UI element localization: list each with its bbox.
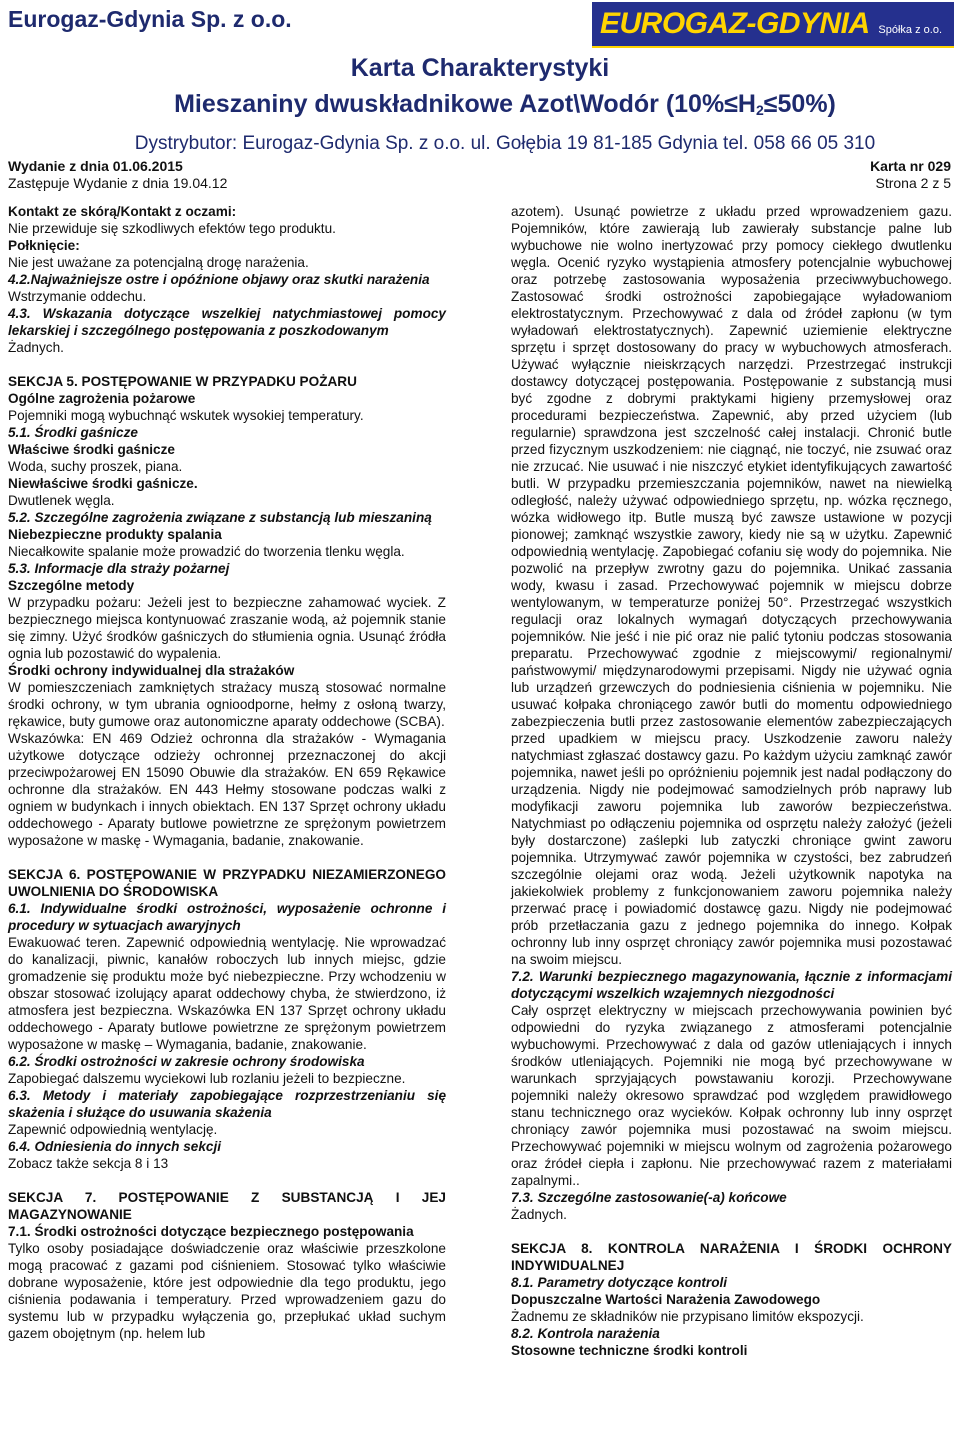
section-heading: 6.4. Odniesienia do innych sekcji <box>8 1139 222 1154</box>
issue-date: Wydanie z dnia 01.06.2015 <box>8 158 183 174</box>
section-heading: 5.1. Środki gaśnicze <box>8 425 138 440</box>
company-name: Eurogaz-Gdynia Sp. z o.o. <box>8 6 292 32</box>
paragraph: Dwutlenek węgla. <box>8 493 115 508</box>
paragraph: Wskazówka: EN 469 Odzież ochronna dla strażaków - Wymagania użytkowe dotyczące odzieży ochronnej przeznaczonej do akcji przeciwpożarowej EN 15090 Obuwie dla strażaków. EN 659 Rękawice ochronne dla strażaków. EN 443 Hełmy stosowane podczas walki z ogniem w budynkach i innych obiektach. EN 137 Sprzęt ochrony układu oddechowego - Aparaty butlowe powietrzne ze sprężonym powietrzem wyposażone w maskę - Wymagania, badanie, znakowanie. <box>8 731 446 848</box>
section-heading: Dopuszczalne Wartości Narażenia Zawodowego <box>511 1292 821 1307</box>
subtitle-subscript: 2 <box>755 102 764 118</box>
paragraph: Tylko osoby posiadające doświadczenie oraz właściwie przeszkolone mogą pracować z gazami pod ciśnieniem. Stosować tylko właściwie dobrane wyposażenie, które jest odpowiednie dla tego produktu, jego ciśnienia podawania i temperatury. Przed wprowadzeniem gazu do systemu lub w przypadku wyłączenia go, przepłukać układ suchym gazem obojętnym (np. helem lub <box>8 1241 446 1341</box>
paragraph: Żadnemu ze składników nie przypisano limitów ekspozycji. <box>511 1309 864 1324</box>
paragraph: Wstrzymanie oddechu. <box>8 289 147 304</box>
paragraph: Pojemniki mogą wybuchnąć wskutek wysokiej temperatury. <box>8 408 364 423</box>
section-heading: 7.3. Szczególne zastosowanie(-a) końcowe <box>511 1190 787 1205</box>
paragraph: Nie jest uważane za potencjalną drogę narażenia. <box>8 255 309 270</box>
paragraph: Zapewnić odpowiednią wentylację. <box>8 1122 218 1137</box>
section-heading: 8.2. Kontrola narażenia <box>511 1326 660 1341</box>
paragraph: Zapobiegać dalszemu wyciekowi lub rozlaniu jeżeli to bezpieczne. <box>8 1071 406 1086</box>
paragraph-gap <box>8 849 446 866</box>
paragraph: Niecałkowite spalanie może prowadzić do tworzenia tlenku węgla. <box>8 544 405 559</box>
section-heading: 7.2. Warunki bezpiecznego magazynowania, łącznie z informacjami dotyczącymi wszelkich wzajemnych niezgodności <box>511 969 952 1001</box>
left-column <box>8 203 446 1342</box>
paragraph: Żadnych. <box>511 1207 567 1222</box>
paragraph: W przypadku pożaru: Jeżeli jest to bezpieczne zahamować wyciek. Z bezpiecznego miejsca kontynuować zraszanie wodą, aż pojemnik stanie się zimny. Użyć środków gaśniczych do stłumienia ognia. Usunąć źródła ognia lub pozostawić do wypalenia. <box>8 595 446 661</box>
paragraph: Nie przewiduje się szkodliwych efektów tego produktu. <box>8 221 336 236</box>
document-title: Karta Charakterystyki <box>350 54 610 82</box>
paragraph-gap <box>8 356 446 373</box>
subtitle-text: Mieszaniny dwuskładnikowe Azot\Wodór (10%≤H <box>174 90 756 118</box>
distributor-line: Dystrybutor: Eurogaz-Gdynia Sp. z o.o. ul. Gołębia 19 81-185 Gdynia tel. 058 66 05 310 <box>134 133 876 154</box>
section-heading: Środki ochrony indywidualnej dla strażaków <box>8 663 295 678</box>
section-heading: 6.1. Indywidualne środki ostrożności, wyposażenie ochronne i procedury w sytuacjach awaryjnych <box>8 901 446 933</box>
subtitle-end: 50%) <box>777 90 836 118</box>
page-header <box>0 0 960 200</box>
section-heading: SEKCJA 7. POSTĘPOWANIE Z SUBSTANCJĄ I JEJ MAGAZYNOWANIE <box>8 1190 446 1222</box>
section-heading: 4.3. Wskazania dotyczące wszelkiej natychmiastowej pomocy lekarskiej i szczególnego postępowania z poszkodowanym <box>8 306 446 338</box>
document-subtitle <box>0 90 960 119</box>
paragraph-gap <box>511 1223 952 1240</box>
section-heading: Niebezpieczne produkty spalania <box>8 527 222 542</box>
section-heading: 4.2.Najważniejsze ostre i opóźnione objawy oraz skutki narażenia <box>8 272 430 287</box>
section-heading: Szczególne metody <box>8 578 135 593</box>
page-number: Strona 2 z 5 <box>875 175 951 191</box>
paragraph: azotem). Usunąć powietrze z układu przed wprowadzeniem gazu. Pojemników, które zawierają lub zawierały substancje palne lub wybuchowe nie wolno inertyzować przy pomocy ciekłego dwutlenku węgla. Ocenić ryzyko wystąpienia atmosfery potencjalnie wybuchowej oraz potrzebę zastosowania wyposażenia przeciwwybuchowego. Zastosować środki ostrożności zapobiegające wyładowaniom elektrostatycznym. Przechowywać z dala od źródeł zapłonu (w tym wyładowań elektrostatycznych). Zapewnić uziemienie elektryczne sprzętu i sprzęt dostosowany do pracy w wybuchowych atmosferach. Używać wyłącznie nieiskrzących narzędzi. Przestrzegać instrukcji dostawcy dotyczącej postępowania. Postępowanie z substancją musi być zgodne z dobrymi praktykami higieny przemysłowej oraz procedurami bezpieczeństwa. Zapewnić, aby przed użyciem (lub regularnie) sprawdzona jest szczelność całej instalacji. Chronić butle przed fizycznym uszkodzeniem: nie ciągnąć, nie toczyć, nie zsuwać oraz nie zrzucać. Nie usuwać i nie niszczyć etykiet identyfikujących zawartość butli. W przypadku przemieszczania pojemników, nawet na niewielką odległość, należy używać odpowiedniego sprzętu, np. wózka ręcznego, wózka widłowego itp. Butle muszą być zawsze ustawione w pozycji pionowej; zamknąć wszystkie zawory, kiedy nie są w użytku. Zapewnić odpowiednią wentylację. Zapobiegać cofaniu się wody do pojemnika. Nie pozwolić na przepływ zwrotny gazu do pojemnika. Unikać zassania wody, kwasu i zasad. Przechowywać pojemnik w miejscu dobrze wentylowanym, w temperaturze poniżej 50°. Przestrzegać wszystkich regulacji oraz lokalnych wymagań dotyczących przechowywania pojemników. Nie jeść i nie pić oraz nie palić tytoniu podczas stosowania preparatu. Przechowywać zgodnie z miejscowymi/ regionalnymi/ państwowymi/ międzynarodowymi przepisami. Nigdy nie używać ognia lub urządzeń grzewczych do podniesienia ciśnienia w pojemniku. Nie usuwać kołpaka chroniącego zawór butli do momentu odpowiedniego zabezpieczenia butli przez zastosowanie elementów zabezpieczających przed upadkiem w miejscu pracy. Uszkodzenie zaworu należy natychmiast zgłaszać dostawcy gazu. Po każdym użyciu zamknąć zawór pojemnika, nawet jeśli po opróżnieniu pojemnik jest nadal podłączony do urządzenia. Nigdy nie podejmować samodzielnych prób naprawy lub modyfikacji zaworu pojemnika lub zaworów bezpieczeństwa. Natychmiast po odłączeniu pojemnika od osprzętu należy założyć (jeżeli były dostarczone) zaślepki lub zatyczki chroniące gwint zaworu pojemnika. Utrzymywać zawór pojemnika w czystości, bez zabrudzeń szczególnie olejami oraz wodą. Jeżeli użytkownik napotyka na jakiekolwiek problemy z funkcjonowaniem zaworu pojemnika należy przerwać pracę i powiadomić dostawcę gazu. Nigdy nie podejmować prób przetłaczania gazu z jednego pojemnika do innego. Kołpak ochronny lub inny osprzęt chroniący zawór pojemnika musi pozostawać na swoim miejscu. <box>511 204 952 967</box>
section-heading: Właściwe środki gaśnicze <box>8 442 175 457</box>
company-logo <box>592 2 954 48</box>
card-meta <box>870 158 951 192</box>
section-heading: 7.1. Środki ostrożności dotyczące bezpiecznego postępowania <box>8 1224 414 1239</box>
paragraph: Cały osprzęt elektryczny w miejscach przechowywania powinien być odpowiedni do ryzyka związanego z atmosferami potencjalnie wybuchowymi. Przechowywać z dala od gazów utleniających i innych środków utleniających. Pojemniki nie mogą być przechowywane w warunkach sprzyjających powstawaniu korozji. Przechowywane pojemniki należy okresowo sprawdzać pod względem prawidłowego stanu technicznego oraz wycieków. Kołpak ochronny lub inny osprzęt chroniący zawór pojemnika musi pozostawać na swoim miejscu. Przechowywać pojemniki w miejscu wolnym od zagrożenia pożarowego oraz źródeł ciepła i zapłonu. Nie przechowywać razem z materiałami zapalnymi.. <box>511 1003 952 1188</box>
section-heading: Połknięcie: <box>8 238 80 253</box>
section-heading: Ogólne zagrożenia pożarowe <box>8 391 196 406</box>
paragraph: Żadnych. <box>8 340 64 355</box>
section-heading: Stosowne techniczne środki kontroli <box>511 1343 748 1358</box>
paragraph: W pomieszczeniach zamkniętych strażacy muszą stosować normalne środki ochrony, w tym ubrania ognioodporne, hełmy z osłoną twarzy, rękawice, buty gumowe oraz autonomiczne aparaty oddechowe (SCBA). <box>8 680 446 729</box>
paragraph-gap <box>8 1172 446 1189</box>
section-heading: SEKCJA 5. POSTĘPOWANIE W PRZYPADKU POŻARU <box>8 374 357 389</box>
section-heading: 8.1. Parametry dotyczące kontroli <box>511 1275 728 1290</box>
subtitle-symbol: ≤ <box>763 90 778 118</box>
logo-wordmark: EUROGAZ-GDYNIA <box>600 7 870 40</box>
section-heading: Kontakt ze skórą/Kontakt z oczami: <box>8 204 237 219</box>
issue-meta <box>8 158 227 192</box>
right-column <box>511 203 952 1359</box>
section-heading: 5.2. Szczególne zagrożenia związane z substancją lub mieszaniną <box>8 510 432 525</box>
card-number: Karta nr 029 <box>870 158 951 174</box>
logo-suffix: Spółka z o.o. <box>878 24 942 36</box>
section-heading: 5.3. Informacje dla straży pożarnej <box>8 561 230 576</box>
paragraph: Woda, suchy proszek, piana. <box>8 459 183 474</box>
section-heading: SEKCJA 6. POSTĘPOWANIE W PRZYPADKU NIEZAMIERZONEGO UWOLNIENIA DO ŚRODOWISKA <box>8 867 446 899</box>
section-heading: 6.2. Środki ostrożności w zakresie ochrony środowiska <box>8 1054 365 1069</box>
paragraph: Ewakuować teren. Zapewnić odpowiednią wentylację. Nie wprowadzać do kanalizacji, piwnic, kanałów roboczych lub innych miejsc, gdzie gromadzenie się produktu może być niebezpieczne. Przy wchodzeniu w obszar stosować izolujący aparat oddechowy chyba, że stwierdzono, iż atmosfera jest bezpieczna. Wskazówka EN 137 Sprzęt ochrony układu oddechowego - Aparaty butlowe powietrzne ze sprężonym powietrzem wyposażone w maskę – Wymagania, badanie, znakowanie. <box>8 935 446 1052</box>
paragraph: Zobacz także sekcja 8 i 13 <box>8 1156 169 1171</box>
replaces-issue: Zastępuje Wydanie z dnia 19.04.12 <box>8 175 228 191</box>
section-heading: 6.3. Metody i materiały zapobiegające rozprzestrzenianiu się skażenia i służące do usuwania skażenia <box>8 1088 446 1120</box>
section-heading: Niewłaściwe środki gaśnicze. <box>8 476 198 491</box>
section-heading: SEKCJA 8. KONTROLA NARAŻENIA I ŚRODKI OCHRONY INDYWIDUALNEJ <box>511 1241 952 1273</box>
